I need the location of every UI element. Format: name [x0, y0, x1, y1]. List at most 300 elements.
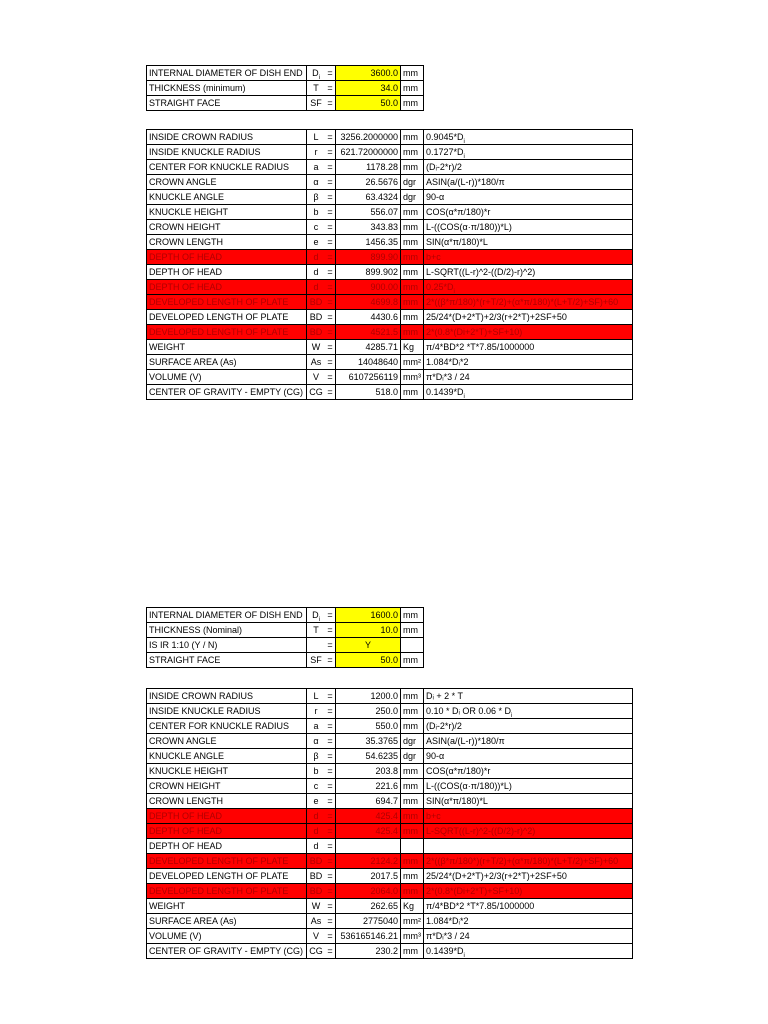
- result-label: CROWN LENGTH: [147, 794, 307, 809]
- input-value-cell[interactable]: 50.0: [336, 653, 401, 668]
- result-label: DEPTH OF HEAD: [147, 265, 307, 280]
- result-value-cell[interactable]: 621.72000000: [336, 145, 401, 160]
- formula-text: 25/24*(D+2*T)+2/3(r+2*T)+2SF+50: [426, 311, 567, 322]
- equals-sign: =: [325, 749, 336, 764]
- unit-cell: mm: [401, 854, 424, 869]
- formula-cell: [424, 385, 633, 400]
- input-value-cell[interactable]: 3600.0: [336, 66, 401, 81]
- input-row: [147, 623, 424, 638]
- formula-text: (Dᵢ-2*r)/2: [426, 161, 462, 172]
- equals-sign: =: [325, 310, 336, 325]
- formula-text: 2*(0.8*(Di+2*T)+SF+10): [426, 885, 523, 896]
- result-value-cell[interactable]: 2017.5: [336, 869, 401, 884]
- result-value-cell[interactable]: 518.0: [336, 385, 401, 400]
- formula-cell: [424, 734, 633, 749]
- formula-cell: [424, 145, 633, 160]
- formula-cell: [424, 250, 633, 265]
- result-value-cell[interactable]: 4699.8: [336, 295, 401, 310]
- result-label: DEPTH OF HEAD: [147, 250, 307, 265]
- result-row: [147, 190, 633, 205]
- symbol-cell: [307, 66, 326, 81]
- equals-sign: =: [325, 779, 336, 794]
- unit-cell: mm: [401, 689, 424, 704]
- result-row: [147, 160, 633, 175]
- input-value-cell[interactable]: 34.0: [336, 81, 401, 96]
- result-label: KNUCKLE HEIGHT: [147, 205, 307, 220]
- input-row: [147, 653, 424, 668]
- formula-cell: [424, 809, 633, 824]
- unit-cell: dgr: [401, 190, 424, 205]
- equals-sign: =: [325, 96, 336, 111]
- formula-text: (Dᵢ-2*r)/2: [426, 720, 462, 731]
- result-label: DEPTH OF HEAD: [147, 839, 307, 854]
- symbol-cell: BD: [307, 310, 326, 325]
- formula-text: 90-α: [426, 750, 445, 761]
- symbol-cell: d: [307, 250, 326, 265]
- input-value-cell[interactable]: 10.0: [336, 623, 401, 638]
- result-row: [147, 370, 633, 385]
- formula-cell: [424, 295, 633, 310]
- symbol-cell: W: [307, 899, 326, 914]
- equals-sign: =: [325, 884, 336, 899]
- result-label: DEVELOPED LENGTH OF PLATE: [147, 295, 307, 310]
- formula-cell: [424, 824, 633, 839]
- unit-cell: mm: [401, 160, 424, 175]
- result-row: [147, 764, 633, 779]
- formula-cell: [424, 220, 633, 235]
- equals-sign: =: [325, 130, 336, 145]
- symbol-text: T: [313, 82, 319, 93]
- symbol-cell: BD: [307, 884, 326, 899]
- input-row: [147, 66, 424, 81]
- result-label: KNUCKLE ANGLE: [147, 749, 307, 764]
- symbol-cell: W: [307, 340, 326, 355]
- formula-cell: [424, 130, 633, 145]
- input-value-cell[interactable]: 50.0: [336, 96, 401, 111]
- symbol-cell: b: [307, 764, 326, 779]
- result-value-cell[interactable]: 203.8: [336, 764, 401, 779]
- result-label: CROWN HEIGHT: [147, 779, 307, 794]
- equals-sign: =: [325, 145, 336, 160]
- equals-sign: =: [325, 295, 336, 310]
- result-label: KNUCKLE ANGLE: [147, 190, 307, 205]
- equals-sign: =: [325, 220, 336, 235]
- result-row: [147, 854, 633, 869]
- equals-sign: =: [325, 824, 336, 839]
- equals-sign: =: [325, 869, 336, 884]
- formula-cell: [424, 340, 633, 355]
- formula-text: b+c: [426, 251, 441, 262]
- formula-subscript: i: [463, 393, 465, 400]
- result-value-cell[interactable]: 343.83: [336, 220, 401, 235]
- formula-cell: [424, 869, 633, 884]
- symbol-cell: CG: [307, 385, 326, 400]
- equals-sign: =: [325, 250, 336, 265]
- equals-sign: =: [325, 608, 336, 623]
- equals-sign: =: [325, 764, 336, 779]
- parameter-label: INTERNAL DIAMETER OF DISH END: [147, 608, 307, 623]
- equals-sign: =: [325, 190, 336, 205]
- unit-cell: mm: [401, 884, 424, 899]
- unit-cell: mm³: [401, 929, 424, 944]
- result-row: [147, 809, 633, 824]
- symbol-cell: L: [307, 689, 326, 704]
- result-row: [147, 220, 633, 235]
- symbol-cell: a: [307, 160, 326, 175]
- result-value-cell[interactable]: 1200.0: [336, 689, 401, 704]
- result-row: [147, 824, 633, 839]
- result-value-cell[interactable]: 250.0: [336, 704, 401, 719]
- unit-cell: mm: [401, 235, 424, 250]
- formula-text: π/4*BD*2 *T*7.85/1000000: [426, 900, 535, 911]
- formula-cell: [424, 749, 633, 764]
- unit-cell: dgr: [401, 749, 424, 764]
- symbol-cell: L: [307, 130, 326, 145]
- formula-cell: [424, 370, 633, 385]
- formula-text: b+c: [426, 810, 441, 821]
- result-label: DEVELOPED LENGTH OF PLATE: [147, 325, 307, 340]
- formula-cell: [424, 884, 633, 899]
- symbol-cell: V: [307, 929, 326, 944]
- result-value-cell[interactable]: 1456.35: [336, 235, 401, 250]
- formula-text: ASIN(a/(L-r))*180/π: [426, 176, 505, 187]
- result-value-cell[interactable]: 900.00: [336, 280, 401, 295]
- equals-sign: =: [325, 944, 336, 959]
- unit-cell: [401, 638, 424, 653]
- result-row: [147, 385, 633, 400]
- equals-sign: =: [325, 689, 336, 704]
- result-row: [147, 205, 633, 220]
- equals-sign: =: [325, 160, 336, 175]
- formula-text: 2*((β*π/180)*(r+T/2)+(α*π/180)*(L+T/2)+SF)+60: [426, 296, 619, 307]
- result-label: SURFACE AREA (As): [147, 914, 307, 929]
- result-label: DEVELOPED LENGTH OF PLATE: [147, 884, 307, 899]
- formula-cell: [424, 205, 633, 220]
- formula-text: 0.1439*D: [426, 945, 464, 956]
- equals-sign: =: [325, 794, 336, 809]
- result-label: SURFACE AREA (As): [147, 355, 307, 370]
- result-label: INSIDE CROWN RADIUS: [147, 689, 307, 704]
- parameter-label: INTERNAL DIAMETER OF DISH END: [147, 66, 307, 81]
- result-value-cell[interactable]: 4285.71: [336, 340, 401, 355]
- equals-sign: =: [325, 704, 336, 719]
- input-row: [147, 638, 424, 653]
- result-label: DEVELOPED LENGTH OF PLATE: [147, 869, 307, 884]
- result-label: WEIGHT: [147, 340, 307, 355]
- formula-text: L-SQRT((L-r)^2-((D/2)-r)^2): [426, 266, 536, 277]
- result-label: INSIDE KNUCKLE RADIUS: [147, 704, 307, 719]
- result-value-cell[interactable]: 425.4: [336, 824, 401, 839]
- formula-text: 2*(0.8*(Di+2*T)+SF+10): [426, 326, 523, 337]
- unit-cell: mm: [401, 809, 424, 824]
- formula-cell: [424, 899, 633, 914]
- sheet1-input-table: [146, 65, 424, 111]
- unit-cell: mm: [401, 250, 424, 265]
- formula-cell: [424, 764, 633, 779]
- result-row: [147, 719, 633, 734]
- result-label: INSIDE CROWN RADIUS: [147, 130, 307, 145]
- unit-cell: mm: [401, 824, 424, 839]
- unit-cell: mm³: [401, 370, 424, 385]
- result-value-cell[interactable]: 694.7: [336, 794, 401, 809]
- result-label: DEVELOPED LENGTH OF PLATE: [147, 310, 307, 325]
- symbol-cell: β: [307, 190, 326, 205]
- symbol-cell: BD: [307, 854, 326, 869]
- unit-cell: mm²: [401, 355, 424, 370]
- formula-text: SIN(α*π/180)*L: [426, 236, 488, 247]
- unit-cell: mm: [401, 719, 424, 734]
- result-value-cell[interactable]: 4430.6: [336, 310, 401, 325]
- formula-cell: [424, 854, 633, 869]
- formula-cell: [424, 944, 633, 959]
- formula-text: 0.10 * Dᵢ OR 0.06 * D: [426, 705, 511, 716]
- result-row: [147, 884, 633, 899]
- symbol-text: D: [312, 609, 319, 620]
- symbol-text: SF: [310, 97, 322, 108]
- result-row: [147, 704, 633, 719]
- formula-subscript: i: [510, 712, 513, 719]
- formula-text: π/4*BD*2 *T*7.85/1000000: [426, 341, 535, 352]
- parameter-label: STRAIGHT FACE: [147, 96, 307, 111]
- unit-cell: dgr: [401, 734, 424, 749]
- unit-cell: mm: [401, 130, 424, 145]
- unit-cell: [401, 839, 424, 854]
- unit-cell: mm: [401, 295, 424, 310]
- result-value-cell[interactable]: 899.902: [336, 265, 401, 280]
- formula-cell: [424, 914, 633, 929]
- symbol-cell: d: [307, 265, 326, 280]
- formula-cell: [424, 190, 633, 205]
- result-row: [147, 839, 633, 854]
- result-row: [147, 280, 633, 295]
- symbol-cell: d: [307, 839, 326, 854]
- symbol-cell: d: [307, 280, 326, 295]
- unit-cell: Kg: [401, 899, 424, 914]
- symbol-cell: [307, 638, 326, 653]
- formula-cell: [424, 325, 633, 340]
- symbol-cell: c: [307, 220, 326, 235]
- formula-cell: [424, 704, 633, 719]
- equals-sign: =: [325, 734, 336, 749]
- parameter-label: IS IR 1:10 (Y / N): [147, 638, 307, 653]
- result-value-cell[interactable]: 899.90: [336, 250, 401, 265]
- equals-sign: =: [325, 265, 336, 280]
- result-value-cell[interactable]: 425.4: [336, 809, 401, 824]
- equals-sign: =: [325, 355, 336, 370]
- formula-text: 25/24*(D+2*T)+2/3(r+2*T)+2SF+50: [426, 870, 567, 881]
- unit-cell: mm: [401, 81, 424, 96]
- formula-cell: [424, 779, 633, 794]
- equals-sign: =: [325, 370, 336, 385]
- result-value-cell[interactable]: 262.65: [336, 899, 401, 914]
- symbol-cell: BD: [307, 325, 326, 340]
- equals-sign: =: [325, 81, 336, 96]
- formula-text: 0.1439*D: [426, 386, 464, 397]
- input-value-cell[interactable]: Y: [336, 638, 401, 653]
- result-value-cell[interactable]: 54.6235: [336, 749, 401, 764]
- result-value-cell[interactable]: 35.3765: [336, 734, 401, 749]
- unit-cell: mm: [401, 145, 424, 160]
- unit-cell: mm: [401, 944, 424, 959]
- symbol-cell: As: [307, 914, 326, 929]
- result-value-cell[interactable]: 230.2: [336, 944, 401, 959]
- result-value-cell[interactable]: 550.0: [336, 719, 401, 734]
- formula-cell: [424, 175, 633, 190]
- result-value-cell[interactable]: 2064.0: [336, 884, 401, 899]
- result-label: VOLUME (V): [147, 370, 307, 385]
- formula-subscript: i: [453, 288, 455, 295]
- symbol-cell: [307, 623, 326, 638]
- result-row: [147, 235, 633, 250]
- formula-cell: [424, 235, 633, 250]
- formula-text: 0.9045*D: [426, 131, 464, 142]
- symbol-text: SF: [310, 654, 322, 665]
- symbol-cell: BD: [307, 869, 326, 884]
- formula-cell: [424, 265, 633, 280]
- formula-text: π*Dᵢ*3 / 24: [426, 930, 470, 941]
- symbol-cell: a: [307, 719, 326, 734]
- sheet2-results-table: [146, 688, 633, 959]
- symbol-cell: d: [307, 824, 326, 839]
- result-label: DEPTH OF HEAD: [147, 809, 307, 824]
- result-row: [147, 779, 633, 794]
- symbol-cell: d: [307, 809, 326, 824]
- input-row: [147, 96, 424, 111]
- equals-sign: =: [325, 205, 336, 220]
- equals-sign: =: [325, 638, 336, 653]
- result-row: [147, 689, 633, 704]
- formula-subscript: i: [463, 138, 465, 145]
- unit-cell: mm²: [401, 914, 424, 929]
- result-value-cell[interactable]: 221.6: [336, 779, 401, 794]
- result-label: CENTER OF GRAVITY - EMPTY (CG): [147, 944, 307, 959]
- unit-cell: mm: [401, 205, 424, 220]
- equals-sign: =: [325, 325, 336, 340]
- equals-sign: =: [325, 809, 336, 824]
- unit-cell: mm: [401, 220, 424, 235]
- result-value-cell[interactable]: 536165146.21: [336, 929, 401, 944]
- formula-text: 0.1727*D: [426, 146, 464, 157]
- result-label: WEIGHT: [147, 899, 307, 914]
- result-label: DEPTH OF HEAD: [147, 280, 307, 295]
- symbol-cell: BD: [307, 295, 326, 310]
- result-row: [147, 899, 633, 914]
- formula-text: ASIN(a/(L-r))*180/π: [426, 735, 505, 746]
- symbol-cell: V: [307, 370, 326, 385]
- result-label: CENTER OF GRAVITY - EMPTY (CG): [147, 385, 307, 400]
- result-row: [147, 794, 633, 809]
- formula-cell: [424, 719, 633, 734]
- formula-text: Dᵢ + 2 * T: [426, 690, 464, 701]
- result-value-cell[interactable]: [336, 839, 401, 854]
- result-label: CENTER FOR KNUCKLE RADIUS: [147, 160, 307, 175]
- result-row: [147, 250, 633, 265]
- formula-cell: [424, 839, 633, 854]
- result-value-cell[interactable]: 556.07: [336, 205, 401, 220]
- unit-cell: mm: [401, 704, 424, 719]
- unit-cell: mm: [401, 325, 424, 340]
- formula-text: 90-α: [426, 191, 445, 202]
- result-row: [147, 130, 633, 145]
- equals-sign: =: [325, 854, 336, 869]
- result-row: [147, 175, 633, 190]
- result-row: [147, 944, 633, 959]
- symbol-cell: α: [307, 175, 326, 190]
- result-value-cell[interactable]: 2124.2: [336, 854, 401, 869]
- unit-cell: dgr: [401, 175, 424, 190]
- equals-sign: =: [325, 719, 336, 734]
- result-value-cell[interactable]: 63.4324: [336, 190, 401, 205]
- result-value-cell[interactable]: 26.5676: [336, 175, 401, 190]
- unit-cell: mm: [401, 623, 424, 638]
- formula-text: 1.084*Dᵢ*2: [426, 915, 469, 926]
- symbol-text: T: [313, 624, 319, 635]
- unit-cell: mm: [401, 794, 424, 809]
- unit-cell: mm: [401, 96, 424, 111]
- equals-sign: =: [325, 653, 336, 668]
- formula-cell: [424, 929, 633, 944]
- symbol-subscript: i: [318, 74, 320, 81]
- result-value-cell[interactable]: 3256.2000000: [336, 130, 401, 145]
- formula-text: L-((COS(α·π/180))*L): [426, 780, 512, 791]
- result-value-cell[interactable]: 6107256119: [336, 370, 401, 385]
- symbol-cell: [307, 96, 326, 111]
- result-row: [147, 295, 633, 310]
- formula-text: COS(α*π/180)*r: [426, 206, 491, 217]
- result-row: [147, 310, 633, 325]
- result-label: VOLUME (V): [147, 929, 307, 944]
- result-label: KNUCKLE HEIGHT: [147, 764, 307, 779]
- result-value-cell[interactable]: 14048640: [336, 355, 401, 370]
- result-label: DEVELOPED LENGTH OF PLATE: [147, 854, 307, 869]
- symbol-cell: b: [307, 205, 326, 220]
- result-row: [147, 734, 633, 749]
- result-row: [147, 869, 633, 884]
- formula-text: 0.25*D: [426, 281, 454, 292]
- symbol-cell: r: [307, 704, 326, 719]
- formula-cell: [424, 310, 633, 325]
- symbol-cell: CG: [307, 944, 326, 959]
- unit-cell: mm: [401, 385, 424, 400]
- result-value-cell[interactable]: 1178.28: [336, 160, 401, 175]
- input-row: [147, 81, 424, 96]
- parameter-label: THICKNESS (Nominal): [147, 623, 307, 638]
- result-row: [147, 145, 633, 160]
- result-row: [147, 914, 633, 929]
- unit-cell: mm: [401, 653, 424, 668]
- equals-sign: =: [325, 623, 336, 638]
- result-row: [147, 355, 633, 370]
- equals-sign: =: [325, 914, 336, 929]
- symbol-subscript: i: [318, 616, 320, 623]
- equals-sign: =: [325, 929, 336, 944]
- formula-cell: [424, 689, 633, 704]
- result-label: CENTER FOR KNUCKLE RADIUS: [147, 719, 307, 734]
- formula-text: π*Dᵢ*3 / 24: [426, 371, 470, 382]
- symbol-cell: r: [307, 145, 326, 160]
- result-row: [147, 325, 633, 340]
- unit-cell: mm: [401, 779, 424, 794]
- input-value-cell[interactable]: 1600.0: [336, 608, 401, 623]
- result-value-cell[interactable]: 4521.5: [336, 325, 401, 340]
- result-label: INSIDE KNUCKLE RADIUS: [147, 145, 307, 160]
- formula-cell: [424, 160, 633, 175]
- unit-cell: mm: [401, 608, 424, 623]
- result-value-cell[interactable]: 2775040: [336, 914, 401, 929]
- symbol-text: D: [312, 67, 319, 78]
- unit-cell: mm: [401, 280, 424, 295]
- sheet2-input-table: [146, 607, 424, 668]
